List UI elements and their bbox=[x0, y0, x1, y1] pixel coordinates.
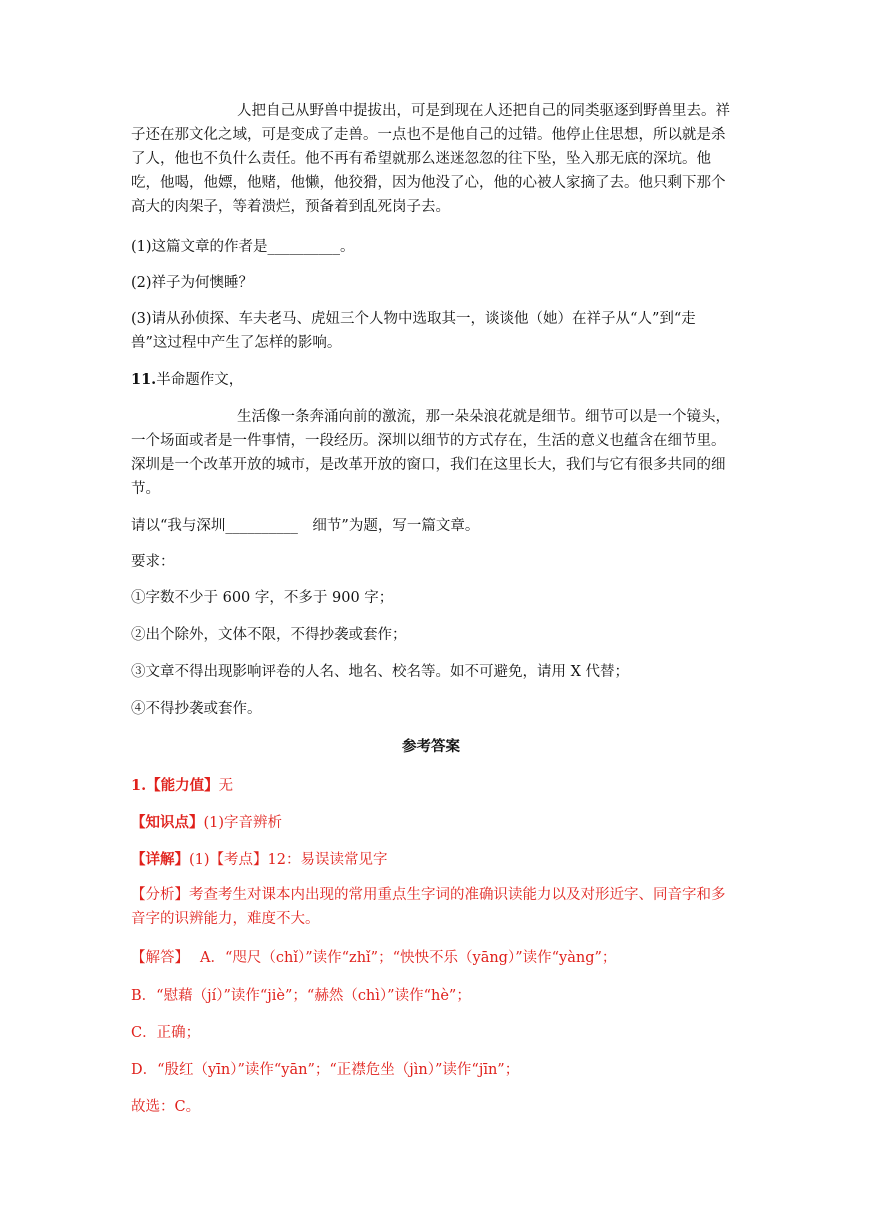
detail-explanation bbox=[131, 848, 731, 872]
solution-option-b: B．“慰藉（jí）”读作“jiè”；“赫然（chì）”读作“hè”； bbox=[131, 988, 471, 1004]
knowledge-label: 【知识点】 bbox=[131, 814, 204, 831]
question-11-number: 11. bbox=[131, 371, 157, 388]
analysis-paragraph: 【分析】考查考生对课本内出现的常用重点生字词的准确识读能力以及对形近字、同音字和多音字的识辨能力，难度不大。 bbox=[131, 887, 726, 927]
essay-prompt-paragraph: 生活像一条奔涌向前的激流，那一朵朵浪花就是细节。细节可以是一个镜头，一个场面或者是一件事情，一段经历。深圳以细节的方式存在，生活的意义也蕴含在细节里。深圳是一个改革开放的城市，是改革开放的窗口，我们在这里长大，我们与它有很多共同的细节。 bbox=[131, 409, 730, 497]
knowledge-value: (1)字音辨析 bbox=[203, 815, 283, 831]
requirement-3: ③文章不得出现影响评卷的人名、地名、校名等。如不可避免，请用 X 代替； bbox=[131, 664, 630, 680]
ability-value: 无 bbox=[218, 778, 234, 794]
question-3: (3)请从孙侦探、车夫老马、虎妞三个人物中选取其一，谈谈他（她）在祥子从“人”到“走兽”这过程中产生了怎样的影响。 bbox=[131, 311, 696, 351]
essay-instruction: 请以“我与深圳__________ 细节”为题，写一篇文章。 bbox=[131, 518, 480, 534]
conclusion: 故选：C。 bbox=[131, 1099, 201, 1115]
solution-option-a: A．“咫尺（chǐ）”读作“zhǐ”；“怏怏不乐（yāng）”读作“yàng”； bbox=[200, 950, 617, 966]
ability-label: 1.【能力值】 bbox=[131, 777, 219, 794]
passage-paragraph: 人把自己从野兽中提拔出，可是到现在人还把自己的同类驱逐到野兽里去。祥子还在那文化之域，可是变成了走兽。一点也不是他自己的过错。他停止住思想，所以就是杀了人，他也不负什么责任。他不再有希望就那么迷迷忽忽的往下坠，坠入那无底的深坑。他吃，他喝，他嫖，他赌，他懒，他狡猾，因为他没了心，他的心被人家摘了去。他只剩下那个高大的肉架子，等着溃烂，预备着到乱死岗子去。 bbox=[131, 103, 730, 215]
requirement-4: ④不得抄袭或套作。 bbox=[131, 701, 262, 717]
detail-label: 【详解】 bbox=[131, 851, 189, 868]
requirement-2: ②出个除外，文体不限，不得抄袭或套作； bbox=[131, 627, 407, 643]
answer-heading: 参考答案 bbox=[402, 738, 460, 755]
answer-1-ability bbox=[131, 774, 731, 798]
requirements-label: 要求： bbox=[131, 554, 175, 570]
solution-label: 【解答】 bbox=[131, 950, 189, 966]
solution-option-c: C．正确； bbox=[131, 1025, 201, 1041]
solution-option-d: D．“殷红（yīn）”读作“yān”；“正襟危坐（jìn）”读作“jīn”； bbox=[131, 1062, 520, 1078]
requirement-1: ①字数不少于 600 字，不多于 900 字； bbox=[131, 590, 394, 606]
detail-value: (1)【考点】12：易误读常见字 bbox=[189, 852, 388, 868]
question-2: (2)祥子为何懊睡？ bbox=[131, 275, 254, 291]
knowledge-point bbox=[131, 811, 731, 835]
question-11-heading bbox=[131, 368, 731, 392]
question-1: (1)这篇文章的作者是__________。 bbox=[131, 239, 355, 255]
question-11-title: 半命题作文， bbox=[156, 372, 244, 388]
